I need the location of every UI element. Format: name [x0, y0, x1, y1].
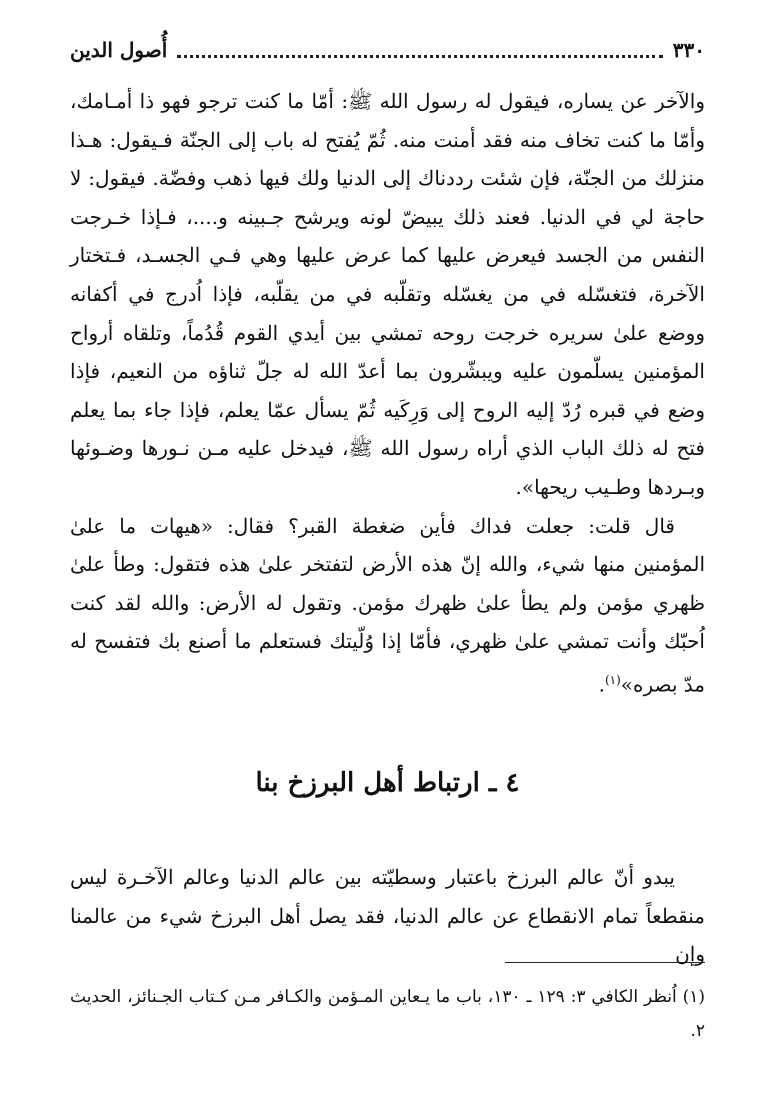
running-header	[70, 28, 705, 72]
paragraph: والآخر عن يساره، فيقول له رسول الله ﷺ: أمّا ما كنت ترجو فهو ذا أمـامك، وأمّا ما كنت تخاف منه فقد أمنت منه. ثُمّ يُفتح له باب إلى الجنّة فـيقول: هـذا منزلك من الجنّة، فإن شئت رددناك إلى الدنيا ولك فيها ذهب وفضّة. فيقول: لا حاجة لي في الدنيا. فعند ذلك يبيضّ لونه ويرشح جـبينه و....، فـإذا خـرجت النفس من الجسد فيعرض عليها كما عرض عليها وهي فـي الجسـد، فـتختار الآخرة، فتغسّله في من يغسّله وتقلّبه في من يقلّبه، فإذا اُدرج في أكفانه ووضع علىٰ سريره خرجت روحه تمشي بين أيدي القوم قُدُماً، وتلقاه أرواح المؤمنين يسلّمون عليه ويبشّرون بما أعدّ الله له جلّ ثناؤه من النعيم، فإذا وضع في قبره رُدّ إليه الروح إلى وَرِكَيه ثُمّ يسأل عمّا يعلم، فإذا جاء بما يعلم فتح له ذلك الباب الذي أراه رسول الله ﷺ، فيدخل عليه مـن نـورها وضـوئها وبـردها وطـيب ريحها».	[70, 89, 705, 499]
paragraph: يبدو أنّ عالم البرزخ باعتبار وسطيّته بين عالم الدنيا وعالم الآخـرة ليس منقطعاً تمام الانقطاع عن عالم الدنيا، فقد يصل أهل البرزخ شيء من عالمنا وإن	[70, 865, 705, 967]
paragraph-text: قال قلت: جعلت فداك فأين ضغطة القبر؟ فقال: «هيهات ما علىٰ المؤمنين منها شيء، والله إنّ هذه الأرض لتفتخر علىٰ هذه فتقول: وطأ علىٰ ظهري مؤمن ولم يطأ علىٰ ظهرك مؤمن. وتقول له الأرض: والله لقد كنت اُحبّك وأنت تمشي علىٰ ظهري، فأمّا إذا وُلّيتك فستعلم ما أصنع بك فتفسح له مدّ بصره»	[70, 513, 705, 697]
section-heading: ٤ ـ ارتباط أهل البرزخ بنا	[255, 768, 520, 798]
footnote-marker: (١)	[604, 672, 621, 687]
paragraph-end: .	[598, 672, 605, 697]
main-text	[70, 82, 705, 704]
page-number: ٣٣٠	[672, 38, 705, 62]
footnote: (١) اُنظر الكافي ٣: ١٢٩ ـ ١٣٠، باب ما يـعاين المـؤمن والكـافر مـن كـتاب الجـنائز، الحديث ٢.	[70, 987, 706, 1041]
paragraph	[70, 507, 705, 705]
footnote-divider	[505, 962, 705, 963]
book-title: أُصول الدين	[70, 38, 168, 62]
section-text	[70, 858, 705, 974]
header-dot-leader	[177, 55, 662, 58]
